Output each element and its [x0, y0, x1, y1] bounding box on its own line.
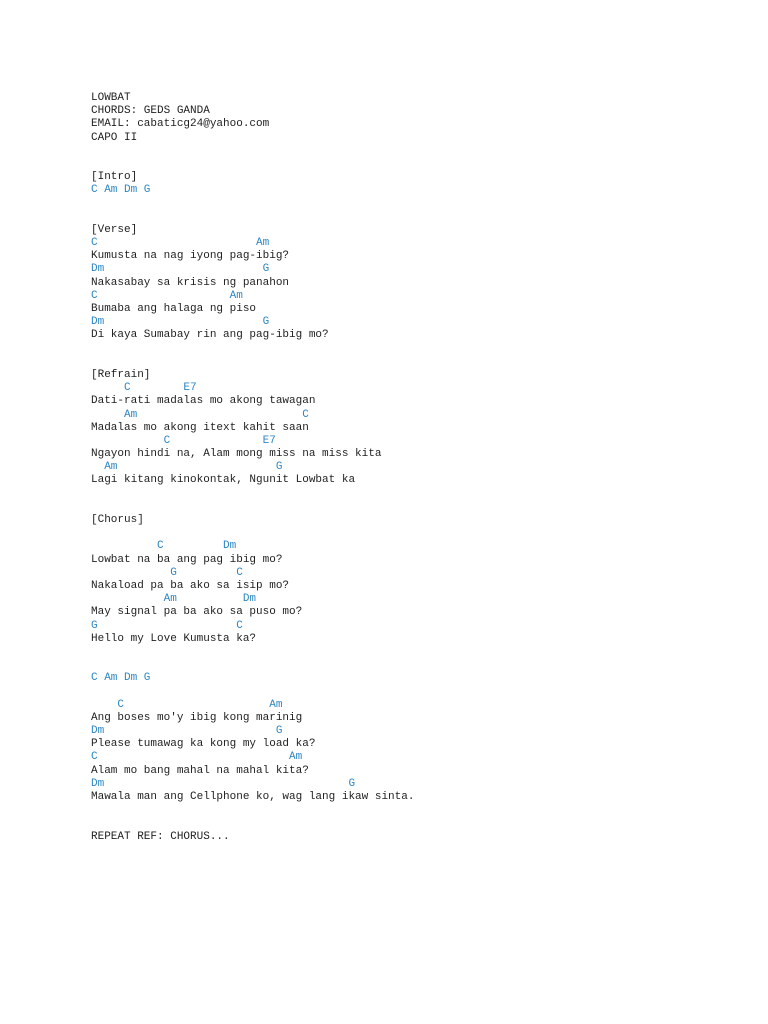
chord-line: Dm G — [91, 316, 270, 329]
chord-line: Am G — [91, 461, 283, 474]
lyric-line: REPEAT REF: CHORUS... — [91, 830, 230, 843]
song-header-line: CAPO II — [91, 131, 138, 144]
section-label: [Refrain] — [91, 368, 151, 381]
lyric-line: Bumaba ang halaga ng piso — [91, 303, 257, 315]
chord-line: G C — [91, 566, 243, 579]
chord-line: C Am Dm G — [91, 672, 151, 685]
blank-line — [91, 198, 414, 211]
chord-line: C E7 — [91, 382, 197, 395]
chord-line: C Am — [91, 289, 243, 302]
blank-line — [91, 527, 414, 540]
blank-line — [91, 646, 414, 659]
blank-line — [91, 804, 414, 817]
chord-line: Am C — [91, 408, 309, 421]
chord-line: C Am — [91, 237, 270, 250]
song-header-line: CHORDS: GEDS GANDA — [91, 105, 210, 118]
lyric-line: Lowbat na ba ang pag ibig mo? — [91, 553, 283, 566]
song-sheet — [91, 92, 414, 844]
section-label: [Chorus] — [91, 514, 144, 526]
section-label: [Verse] — [91, 223, 138, 236]
blank-line — [91, 211, 414, 224]
blank-line — [91, 145, 414, 158]
blank-line — [91, 659, 414, 672]
lyric-line: Nakaload pa ba ako sa isip mo? — [91, 579, 290, 592]
lyric-line: Lagi kitang kinokontak, Ngunit Lowbat ka — [91, 474, 356, 487]
chord-line: C Am Dm G — [91, 184, 151, 197]
chord-line: Am Dm — [91, 593, 257, 606]
lyric-line: Di kaya Sumabay rin ang pag-ibig mo? — [91, 329, 329, 342]
blank-line — [91, 501, 414, 514]
blank-line — [91, 817, 414, 830]
lyric-line: Nakasabay sa krisis ng panahon — [91, 276, 290, 289]
blank-line — [91, 356, 414, 369]
blank-line — [91, 685, 414, 698]
lyric-line: May signal pa ba ako sa puso mo? — [91, 606, 303, 619]
lyric-line: Hello my Love Kumusta ka? — [91, 632, 257, 645]
lyric-line: Alam mo bang mahal na mahal kita? — [91, 764, 309, 777]
song-title: LOWBAT — [91, 92, 131, 104]
chord-line: C Am — [91, 751, 303, 764]
chord-line: C E7 — [91, 434, 276, 447]
song-header-line: EMAIL: cabaticg24@yahoo.com — [91, 118, 270, 131]
section-label: [Intro] — [91, 171, 138, 184]
chord-line: C Dm — [91, 540, 237, 553]
lyric-line: Madalas mo akong itext kahit saan — [91, 421, 309, 434]
lyric-line: Dati-rati madalas mo akong tawagan — [91, 395, 316, 408]
lyric-line: Kumusta na nag iyong pag-ibig? — [91, 250, 290, 263]
lyric-line: Ngayon hindi na, Alam mong miss na miss kita — [91, 448, 382, 461]
lyric-line: Ang boses mo'y ibig kong marinig — [91, 711, 303, 724]
chord-line: C Am — [91, 698, 283, 711]
chord-line: Dm G — [91, 777, 356, 790]
lyric-line: Mawala man ang Cellphone ko, wag lang ikaw sinta. — [91, 790, 415, 803]
blank-line — [91, 343, 414, 356]
blank-line — [91, 488, 414, 501]
chord-line: G C — [91, 619, 243, 632]
chord-line: Dm G — [91, 725, 283, 737]
blank-line — [91, 158, 414, 171]
lyric-line: Please tumawag ka kong my load ka? — [91, 738, 316, 751]
chord-line: Dm G — [91, 263, 270, 276]
